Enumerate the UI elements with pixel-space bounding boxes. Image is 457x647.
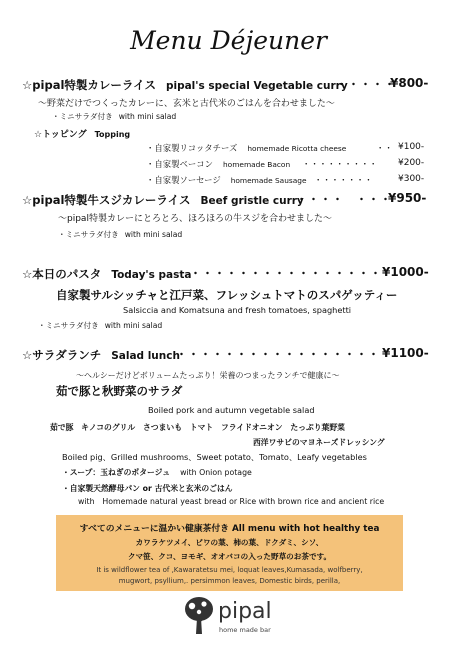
salad-ingredients-jp: 茹で豚 キノコのグリル さつまいも トマト フライドオニオン たっぷり葉野菜 (50, 423, 345, 432)
beef-desc: 〜pipal特製カレーにとろとろ、ほろほろの牛スジを合わせました〜 (58, 214, 332, 224)
beef-dots: ・・・・ ・・・ (296, 193, 392, 206)
tea-line-2: カワラケツメイ、ビワの葉、柿の葉、ドクダミ、シソ、 (135, 538, 324, 547)
topping-item (146, 174, 307, 186)
beef-price: ¥950- (388, 191, 427, 205)
tea-line-5: mugwort, psyllium,. persimmon leaves, Domestic birds, perilla, (118, 577, 341, 585)
salad-name-en: Salad lunch (111, 350, 180, 362)
topping-label-jp: ☆トッピング (34, 130, 87, 140)
tea-line-1: すべてのメニューに温かい健康茶付き All menu with hot healthy tea (79, 524, 380, 534)
curry-salad-en: with mini salad (118, 112, 177, 121)
pasta-salad (38, 320, 162, 331)
topping-item-price: ¥200- (398, 158, 425, 168)
salad-soup-en: with Onion potage (180, 468, 252, 477)
topping-item-price: ¥100- (398, 142, 425, 152)
topping-item-jp: ・自家製リコッタチーズ (146, 143, 238, 153)
beef-salad-jp: ・ミニサラダ付き (58, 230, 119, 239)
salad-bread-jp: ・自家製天然酵母パン or 古代米と玄米のごはん (62, 484, 233, 493)
salad-name: ☆サラダランチ (22, 348, 102, 362)
salad-soup-jp: ・スープ：玉ねぎのポタージュ (62, 468, 171, 477)
topping-item-en: homemade Sausage (230, 176, 307, 185)
curry-desc: 〜野菜だけでつくったカレーに、玄米と古代米のごはんを合わせました〜 (38, 99, 335, 109)
pasta-dish-jp: 自家製サルシッチャと江戸菜、フレッシュトマトのスパゲッティー (56, 288, 398, 302)
topping-item (146, 142, 346, 154)
salad-desc: 〜ヘルシーだけどボリュームたっぷり！栄養のつまったランチで健康に〜 (76, 371, 340, 380)
topping-item-dots: ・・・・・・・・・ (302, 159, 378, 169)
salad-bread-en: with Homemade natural yeast bread or Rice with brown rice and ancient rice (78, 497, 385, 506)
topping-label-en: Topping (94, 130, 131, 139)
pasta-dish-en: Salsiccia and Komatsuna and fresh tomatoes, spaghetti (123, 305, 352, 315)
curry-name-en: pipal's special Vegetable curry (165, 80, 348, 92)
topping-item-en: homemade Bacon (223, 160, 291, 169)
topping-item (146, 158, 290, 170)
topping-label (34, 127, 130, 140)
salad-soup (62, 467, 252, 478)
salad-heading (22, 347, 180, 363)
beef-name-en: Beef gristle curry (200, 195, 304, 207)
tea-line-4: It is wildflower tea of ,Kawaratetsu mei, loquat leaves,Kumasada, wolfberry, (96, 566, 363, 574)
pasta-price: ¥1000- (382, 265, 429, 279)
pasta-salad-en: with mini salad (104, 321, 163, 330)
curry-dots: ・・・・・ (336, 78, 396, 91)
tree-icon (184, 596, 214, 636)
pasta-name: ☆本日のパスタ (22, 267, 102, 281)
curry-heading (22, 77, 348, 93)
pasta-dots: ・・・・・・・・・・・・・・・・ (190, 267, 382, 280)
pasta-heading (22, 266, 192, 282)
page-title: Menu Déjeuner (130, 26, 327, 55)
beef-salad-en: with mini salad (124, 230, 183, 239)
salad-ingredients-en: Boiled pig、Grilled mushrooms、Sweet potato、Tomato、Leafy vegetables (62, 452, 367, 462)
logo-name: pipal (218, 599, 272, 624)
topping-item-jp: ・自家製ソーセージ (146, 175, 221, 185)
topping-item-price: ¥300- (398, 174, 425, 184)
salad-dots: ・・・・・・・・・・・・・・・・・ (176, 348, 380, 361)
logo-sub: home made bar (219, 626, 271, 634)
curry-name: ☆pipal特製カレーライス (22, 78, 156, 92)
pasta-name-en: Today's pasta (111, 269, 192, 281)
curry-price: ¥800- (390, 76, 429, 90)
salad-dish-en: Boiled pork and autumn vegetable salad (148, 405, 315, 415)
curry-salad (52, 111, 176, 122)
pasta-salad-jp: ・ミニサラダ付き (38, 321, 99, 330)
beef-heading (22, 192, 304, 208)
salad-dressing-jp: 西洋ワサビのマヨネーズドレッシング (253, 438, 385, 447)
salad-price: ¥1100- (382, 346, 429, 360)
topping-item-en: homemade Ricotta cheese (247, 144, 347, 153)
beef-salad (58, 229, 182, 240)
topping-item-dots: ・・・・・・・ (314, 175, 373, 185)
salad-dish-jp: 茹で豚と秋野菜のサラダ (56, 384, 183, 398)
topping-item-jp: ・自家製ベーコン (146, 159, 213, 169)
curry-salad-jp: ・ミニサラダ付き (52, 112, 113, 121)
tea-line-3: クマ笹、クコ、ヨモギ、オオバコの入った野草のお茶です。 (127, 552, 332, 561)
topping-item-dots: ・・ (376, 143, 393, 153)
beef-name: ☆pipal特製牛スジカレーライス (22, 193, 191, 207)
